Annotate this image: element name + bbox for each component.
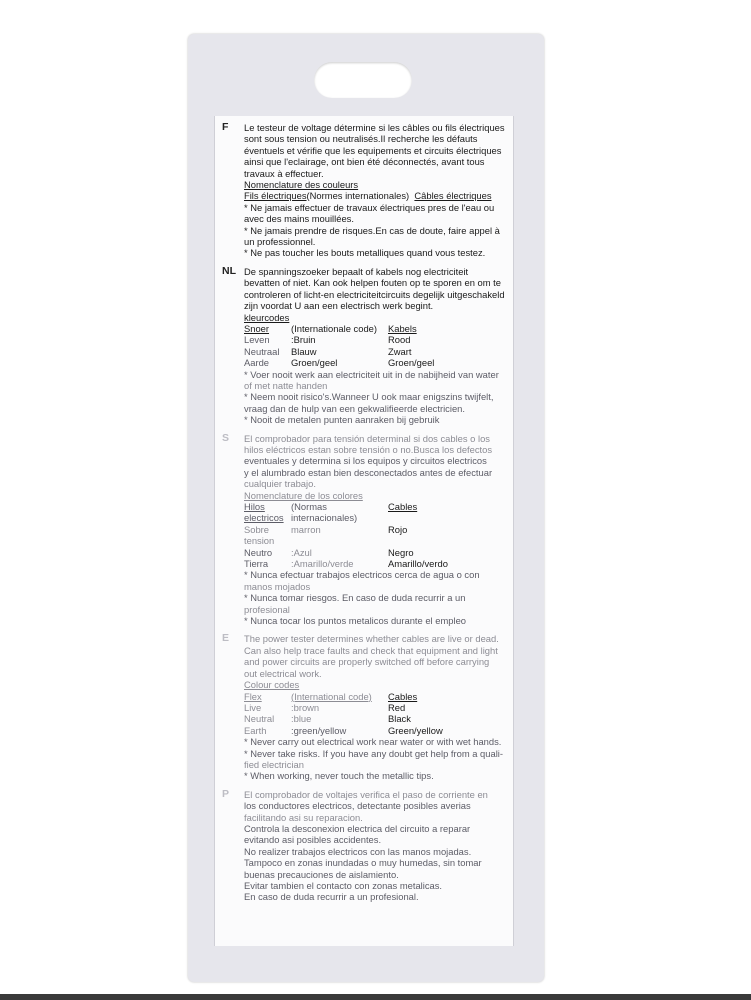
nl-warning: * Nooit de metalen punten aanraken bij gebruik <box>244 414 440 426</box>
fr-warning: * Ne pas toucher les bouts metalliques quand vous testez. <box>244 247 486 259</box>
es-row-a: Neutro <box>244 546 273 558</box>
pt-line: Tampoco en zonas inundadas o muy humedas, sin tomar <box>244 857 482 869</box>
es-row-b: marron <box>291 523 321 535</box>
nl-row-c: Zwart <box>388 345 412 357</box>
en-row-a: Live <box>244 701 262 713</box>
es-sub-right: Cables <box>388 501 418 512</box>
en-sub-mid: (International code) <box>291 690 372 702</box>
nl-row-b: Groen/geel <box>291 357 338 369</box>
es-warning: * Nunca efectuar trabajos electricos cerca de agua o con <box>244 569 480 581</box>
es-sub-left: Hilos electricos <box>244 501 284 524</box>
es-warning: * Nunca tomar riesgos. En caso de duda recurrir a un <box>244 592 466 604</box>
nl-warning: of met natte handen <box>244 379 328 391</box>
nl-color-table <box>244 323 516 369</box>
language-code-en: E <box>222 632 230 645</box>
fr-line: ainsi que l'eclairage, ont bien été déconnectés, avant tous <box>244 156 485 168</box>
es-sub-mid: (Normas internacionales) <box>291 501 358 524</box>
fr-heading: Nomenclature des couleurs <box>244 179 359 191</box>
fr-line: travaux à effectuer. <box>244 167 324 179</box>
es-line: hilos eléctricos estan sobre tensión o no.Busca los defectos <box>244 443 493 455</box>
bottom-edge <box>0 994 751 1000</box>
language-code-pt: P <box>222 787 230 800</box>
pt-line: El comprobador de voltajes verifica el paso de corriente en <box>244 788 488 800</box>
nl-line: De spanningszoeker bepaalt of kabels nog electriciteit <box>244 265 469 277</box>
en-row-b: :brown <box>291 701 320 713</box>
pt-line: buenas precauciones de aislamiento. <box>244 868 399 880</box>
pt-line: No realizer trabajos electricos con las manos mojadas. <box>244 845 472 857</box>
fr-warning: un professionnel. <box>244 236 316 248</box>
fr-warning: * Ne jamais effectuer de travaux électriques pres de l'eau ou <box>244 201 495 213</box>
en-line: out electrical work. <box>244 667 322 679</box>
en-sub-left: Flex <box>244 690 262 702</box>
section-spanish <box>222 433 516 627</box>
en-warning: * When working, never touch the metallic tips. <box>244 770 434 782</box>
nl-row-a: Aarde <box>244 357 270 369</box>
section-english <box>222 633 516 781</box>
language-code-es: S <box>222 431 230 444</box>
en-heading: Colour codes <box>244 679 300 691</box>
fr-line: éventuels et vérifie que les equipements et circuits électriques <box>244 144 502 156</box>
pt-line: En caso de duda recurrir a un profesional. <box>244 891 419 903</box>
nl-line: bevatten of niet. Kan ook helpen fouten op te sporen en om te <box>244 277 501 289</box>
en-warning: fied electrician <box>244 758 304 770</box>
fr-warning: * Ne jamais prendre de risques.En cas de doute, faire appel à <box>244 224 500 236</box>
es-line: y el alumbrado estan bien desconectados antes de efectuar <box>244 466 493 478</box>
en-warning: * Never carry out electrical work near water or with wet hands. <box>244 736 502 748</box>
es-warning: profesional <box>244 603 290 615</box>
nl-row-b: Blauw <box>291 345 317 357</box>
nl-row-c: Groen/geel <box>388 357 435 369</box>
en-row-b: :green/yellow <box>291 724 347 736</box>
pt-line: evitando asi posibles accidentes. <box>244 834 382 846</box>
fr-subheading <box>244 190 516 201</box>
fr-sub-left: Fils électriques <box>244 190 307 202</box>
es-warning: manos mojados <box>244 580 311 592</box>
nl-heading: kleurcodes <box>244 311 290 323</box>
instructions-text <box>222 122 516 910</box>
nl-warning: * Voer nooit werk aan electriciteit uit in de nabijheid van water <box>244 368 499 380</box>
en-row-c: Red <box>388 701 406 713</box>
es-heading: Nomenclature de los colores <box>244 489 363 501</box>
es-line: eventuales y determina si los equipos y circuitos electricos <box>244 455 487 467</box>
fr-sub-mid: (Normes internationales) <box>306 190 410 202</box>
es-row-c: Rojo <box>388 523 408 535</box>
en-row-b: :blue <box>291 713 312 725</box>
pt-line: Controla la desconexion electrica del circuito a reparar <box>244 822 471 834</box>
es-row-a: Tierra <box>244 558 269 570</box>
section-portuguese <box>222 789 516 903</box>
nl-sub-right: Kabels <box>388 322 417 334</box>
nl-sub-mid: (Internationale code) <box>291 322 377 334</box>
pt-line: Evitar tambien el contacto con zonas metalicas. <box>244 880 443 891</box>
fr-sub-right: Câbles électriques <box>414 190 492 202</box>
nl-row-a: Leven <box>244 334 270 346</box>
es-row-a: Sobre tension <box>244 523 275 547</box>
pt-line: facilitando asi su reparacion. <box>244 811 363 823</box>
nl-sub-left: Snoer <box>244 322 270 334</box>
en-line: and power circuits are properly switched off before carrying <box>244 656 490 668</box>
en-line: The power tester determines whether cables are live or dead. <box>244 633 499 645</box>
pt-line: los conductores electricos, detectante posibles averias <box>244 800 471 812</box>
nl-row-c: Rood <box>388 334 411 346</box>
en-row-a: Earth <box>244 724 267 736</box>
section-french <box>222 122 516 259</box>
es-row-b: :Amarillo/verde <box>291 558 354 570</box>
nl-line: controleren of licht-en electriciteitcircuits degelijk uitgeschakeld <box>244 288 505 300</box>
es-warning: * Nunca tocar los puntos metalicos durante el empleo <box>244 615 466 627</box>
nl-warning: * Neem nooit risico's.Wanneer U ook maar enigszins twijfelt, <box>244 391 494 403</box>
en-sub-right: Cables <box>388 690 418 702</box>
es-row-b: :Azul <box>291 546 312 558</box>
en-color-table <box>244 691 516 737</box>
es-row-c: Negro <box>388 546 414 558</box>
fr-warning: avec des mains mouillées. <box>244 213 354 225</box>
nl-line: zijn voordat U aan een electrisch werk begint. <box>244 300 434 312</box>
en-row-c: Green/yellow <box>388 724 443 736</box>
en-row-c: Black <box>388 713 411 725</box>
es-color-table <box>244 501 516 569</box>
hang-hole <box>314 62 412 98</box>
es-line: cualquier trabajo. <box>244 478 316 490</box>
fr-line: sont sous tension ou neutralisés.Il recherche les défauts <box>244 133 478 145</box>
nl-row-b: :Bruin <box>291 334 316 346</box>
en-warning: * Never take risks. If you have any doubt get help from a quali- <box>244 747 503 759</box>
language-code-nl: NL <box>222 264 236 277</box>
en-line: Can also help trace faults and check that equipment and light <box>244 644 498 656</box>
nl-warning: vraag dan de hulp van een gekwalifieerde electricien. <box>244 402 465 414</box>
es-line: El comprobador para tensión determinal si dos cables o los <box>244 432 490 444</box>
fr-line: Le testeur de voltage détermine si les câbles ou fils électriques <box>244 122 505 133</box>
en-row-a: Neutral <box>244 713 275 725</box>
language-code-fr: F <box>222 121 229 133</box>
es-row-c: Amarillo/verdo <box>388 558 448 570</box>
section-dutch <box>222 266 516 426</box>
nl-row-a: Neutraal <box>244 345 280 357</box>
